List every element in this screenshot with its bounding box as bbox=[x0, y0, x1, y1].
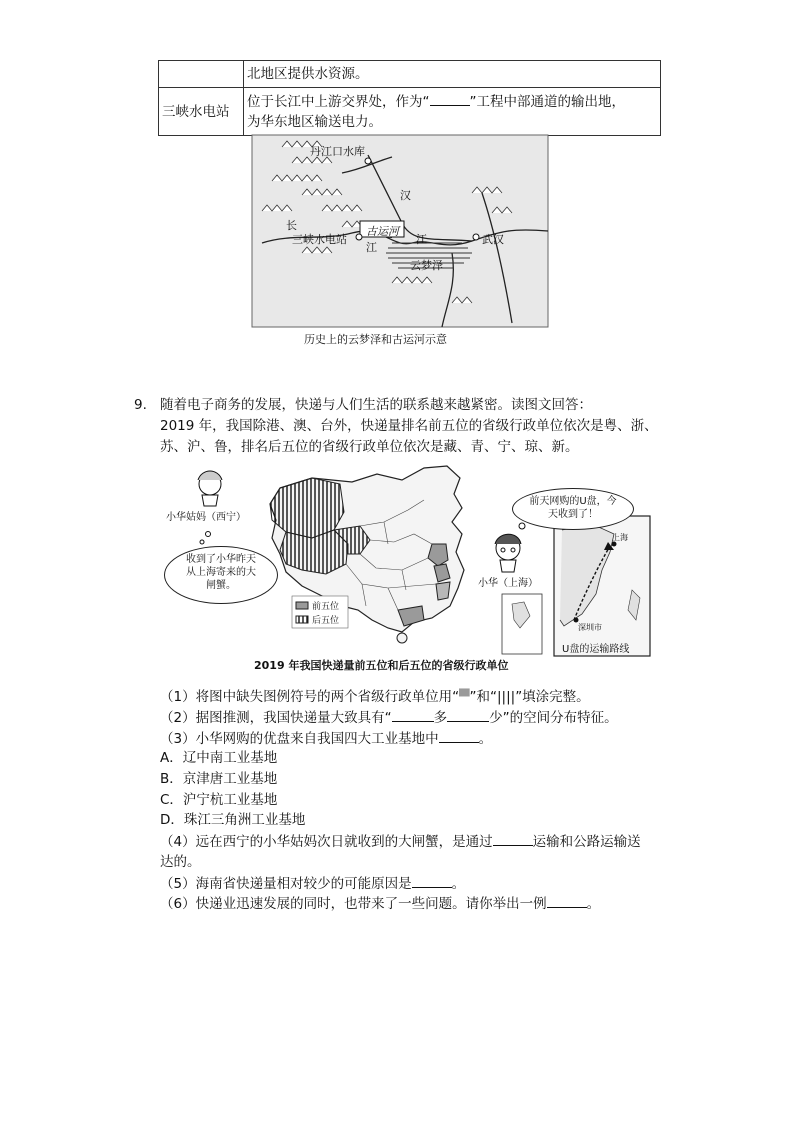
legend-bottom5-swatch bbox=[296, 616, 308, 623]
bubble-line: 收到了小华昨天 bbox=[186, 554, 256, 565]
text-fragment: 。 bbox=[451, 876, 466, 892]
text-fragment: （1）将图中缺失图例符号的两个省级行政单位用“ bbox=[160, 689, 460, 705]
answer-blank[interactable] bbox=[447, 707, 489, 722]
aunt-label: 小华姑妈（西宁） bbox=[166, 512, 246, 523]
text-fragment: 。 bbox=[478, 731, 493, 747]
table-row bbox=[159, 61, 661, 88]
sub-question-4-cont: 达的。 bbox=[160, 854, 201, 870]
map-caption: 历史上的云梦泽和古运河示意 bbox=[304, 333, 447, 346]
sub-question-2 bbox=[160, 707, 618, 728]
bubble-line: 闸蟹。 bbox=[206, 580, 236, 591]
legend-top5-label: 前五位 bbox=[312, 602, 340, 612]
question-paragraph: 2019 年，我国除港、澳、台外，快递量排名前五位的省级行政单位依次是粤、浙、 bbox=[160, 418, 658, 434]
inset-title: U盘的运输路线 bbox=[562, 644, 630, 655]
bubble-line: 前天网购的U盘，今 bbox=[529, 496, 617, 507]
text-fragment: ”填涂完整。 bbox=[515, 689, 590, 705]
map-label-jiang: 江 bbox=[416, 233, 427, 246]
xiaohua-speech-bubble bbox=[512, 488, 634, 530]
text-fragment: 。 bbox=[586, 896, 601, 912]
text-fragment: （3）小华网购的优盘来自我国四大工业基地中 bbox=[160, 731, 439, 747]
bubble-line: 天收到了！ bbox=[548, 509, 598, 520]
answer-blank[interactable] bbox=[392, 707, 434, 722]
info-table bbox=[158, 60, 661, 136]
option-c[interactable]: C．沪宁杭工业基地 bbox=[160, 792, 278, 808]
table-row bbox=[159, 88, 661, 136]
text-fragment: 位于长江中上游交界处，作为“ bbox=[247, 94, 430, 110]
text-fragment: 多 bbox=[433, 710, 448, 726]
xiaohua-label: 小华（上海） bbox=[478, 578, 538, 589]
question-number: 9. bbox=[134, 397, 147, 413]
option-b[interactable]: B．京津唐工业基地 bbox=[160, 771, 278, 787]
question-intro: 随着电子商务的发展，快递与人们生活的联系越来越紧密。读图文回答： bbox=[160, 397, 592, 413]
zhejiang-region bbox=[436, 582, 450, 600]
table-cell-text bbox=[244, 88, 661, 136]
answer-blank[interactable] bbox=[439, 728, 479, 743]
text-fragment: ”工程中部通道的输出地， bbox=[469, 94, 625, 110]
map-caption: 2019 年我国快递量前五位和后五位的省级行政单位 bbox=[254, 659, 509, 672]
sub-question-6 bbox=[160, 893, 600, 914]
option-a[interactable]: A．辽中南工业基地 bbox=[160, 750, 278, 766]
text-fragment: ”和“ bbox=[469, 689, 497, 705]
map-label-wuhan: 武汉 bbox=[482, 233, 504, 246]
answer-blank[interactable] bbox=[493, 831, 533, 846]
table-cell-text: 北地区提供水资源。 bbox=[244, 61, 661, 88]
map-label-han: 汉 bbox=[400, 189, 411, 202]
text-fragment: （2）据图推测，我国快递量大致具有“ bbox=[160, 710, 392, 726]
answer-blank[interactable] bbox=[547, 893, 587, 908]
map-label-guyunhe: 古运河 bbox=[366, 225, 399, 238]
sub-question-4 bbox=[160, 831, 641, 852]
map-label-chang: 长 bbox=[286, 219, 297, 232]
sub-question-5 bbox=[160, 873, 465, 894]
legend-top5-swatch bbox=[296, 602, 308, 609]
answer-blank[interactable] bbox=[430, 91, 470, 106]
legend-bottom5-label: 后五位 bbox=[312, 616, 340, 626]
yunmengze-map bbox=[242, 133, 550, 347]
map-label-sanxia: 三峡水电站 bbox=[292, 233, 347, 246]
option-d[interactable]: D．珠江三角洲工业基地 bbox=[160, 812, 306, 828]
map-label-jiang: 江 bbox=[366, 241, 377, 254]
question-paragraph: 苏、沪、鲁，排名后五位的省级行政单位依次是藏、青、宁、琼、新。 bbox=[160, 439, 579, 455]
text-fragment: （5）海南省快递量相对较少的可能原因是 bbox=[160, 876, 412, 892]
table-cell-label: 三峡水电站 bbox=[159, 88, 244, 136]
text-fragment: 少”的空间分布特征。 bbox=[489, 710, 618, 726]
table-cell-label bbox=[159, 61, 244, 88]
legend-symbol-shaded: ▀ bbox=[459, 689, 470, 705]
sub-question-3 bbox=[160, 728, 492, 749]
bubble-line: 从上海寄来的大 bbox=[186, 567, 256, 578]
map-label-yunmengze: 云梦泽 bbox=[410, 259, 443, 272]
xiaohua-figure bbox=[495, 534, 521, 572]
text-fragment: （6）快递业迅速发展的同时，也带来了一些问题。请你举出一例 bbox=[160, 896, 547, 912]
answer-blank[interactable] bbox=[412, 873, 452, 888]
hainan-island bbox=[397, 633, 407, 643]
text-fragment: 运输和公路运输送 bbox=[532, 834, 641, 850]
express-map bbox=[162, 460, 657, 672]
map-label-danjiangkou: 丹江口水库 bbox=[310, 145, 365, 158]
text-fragment: 为华东地区输送电力。 bbox=[247, 114, 382, 130]
legend-symbol-hatched: |||| bbox=[496, 689, 516, 705]
aunt-figure bbox=[198, 471, 222, 506]
inset-label-shenzhen: 深圳市 bbox=[578, 623, 602, 632]
inset-label-shanghai: 上海 bbox=[612, 533, 628, 542]
aunt-speech-bubble bbox=[164, 546, 278, 604]
sub-question-1 bbox=[160, 687, 590, 707]
text-fragment: （4）远在西宁的小华姑妈次日就收到的大闸蟹，是通过 bbox=[160, 834, 493, 850]
